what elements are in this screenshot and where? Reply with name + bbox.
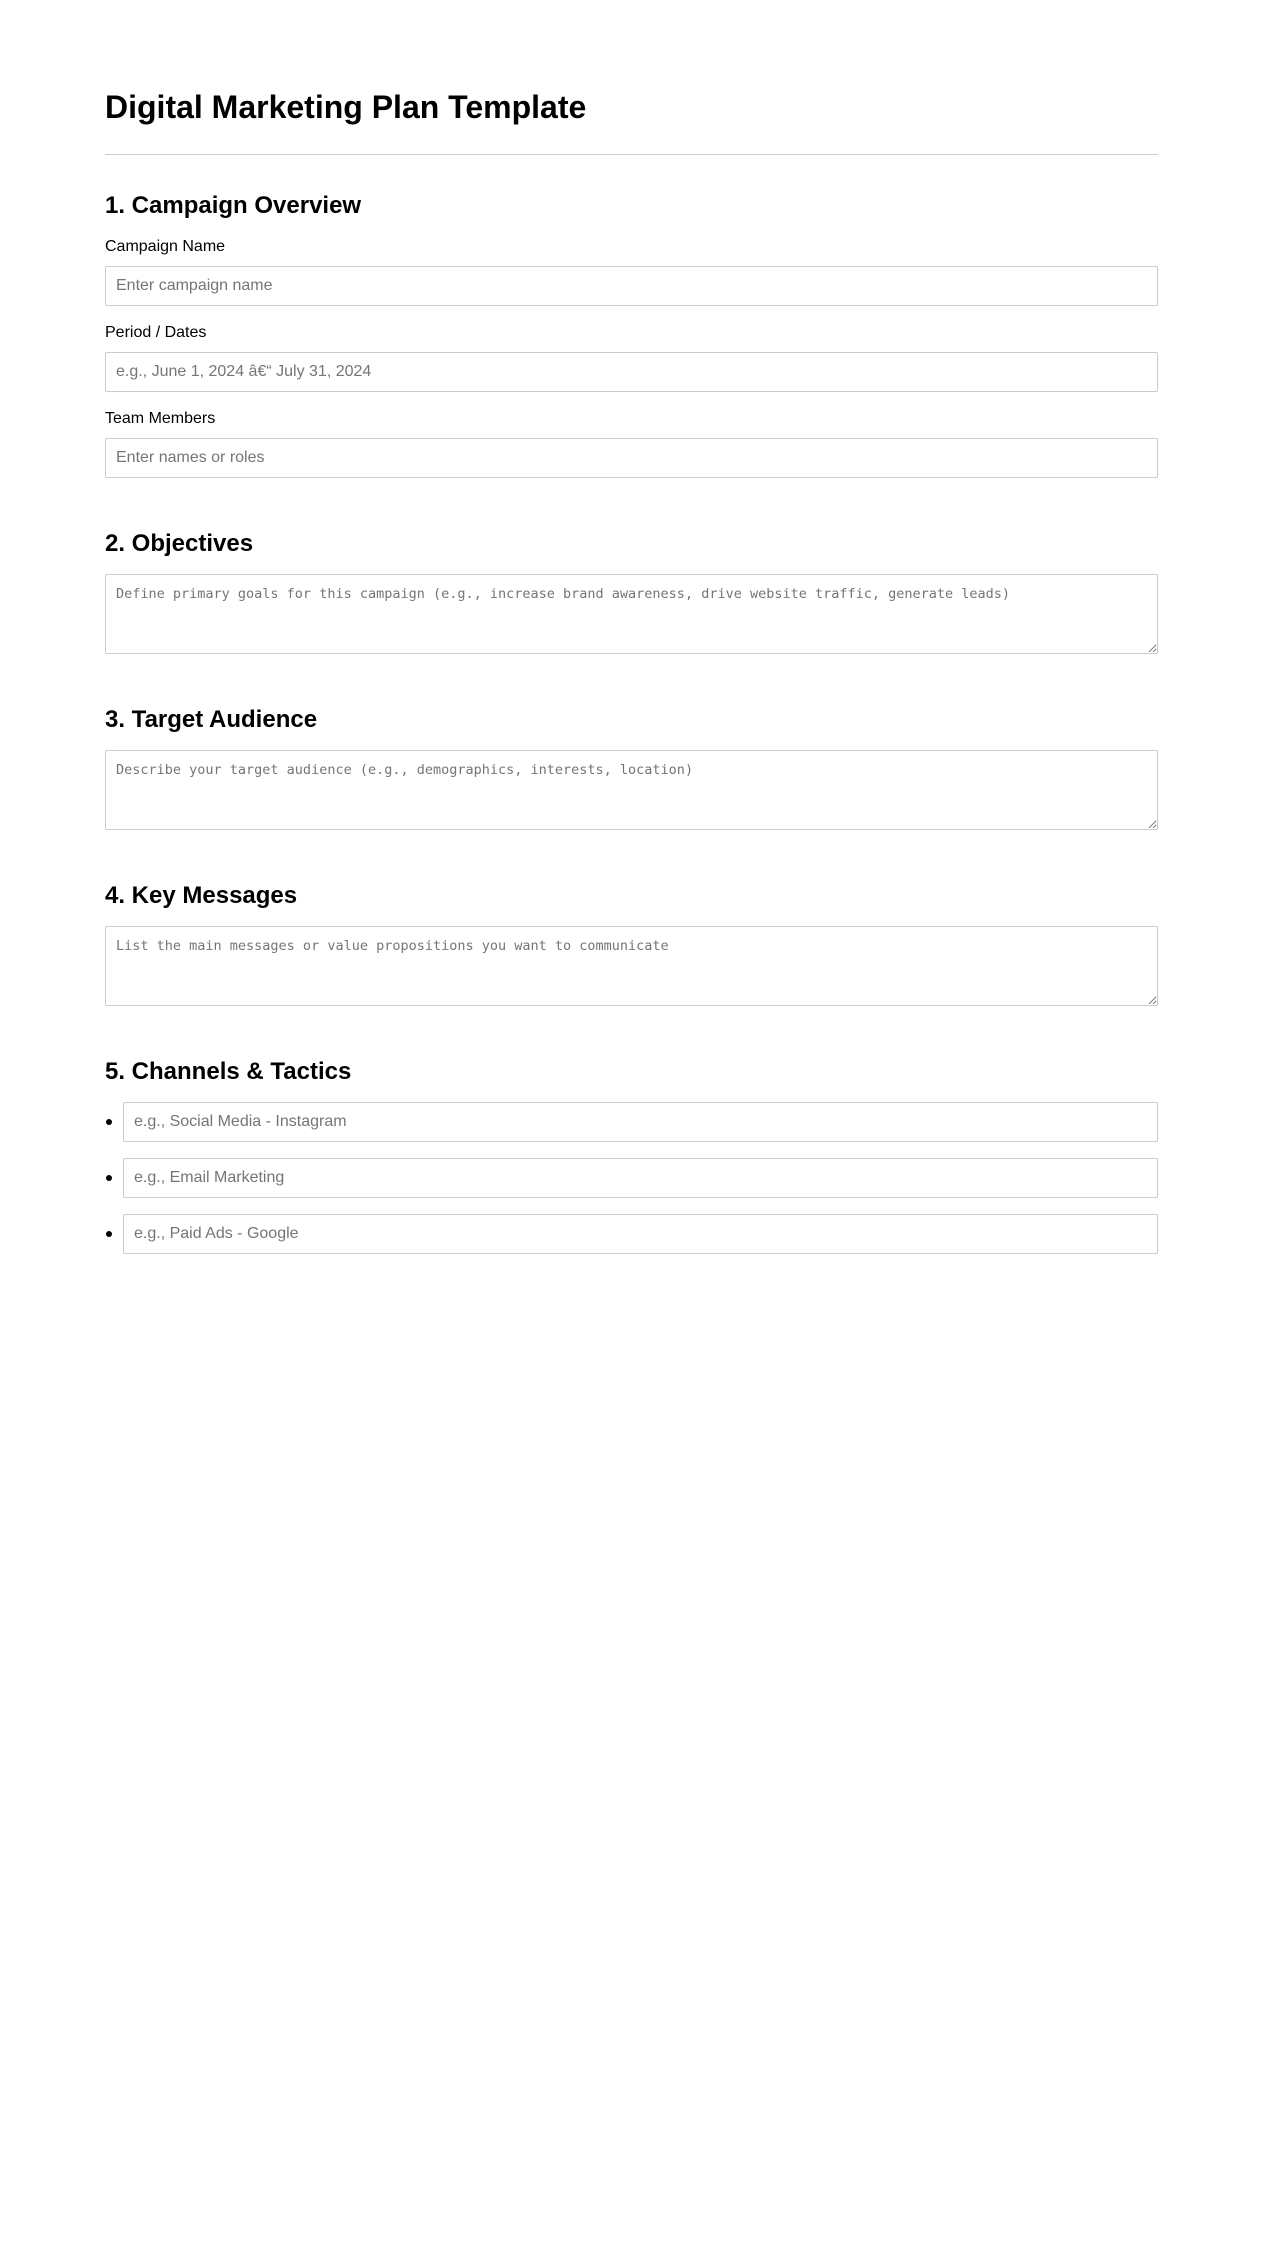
objectives-textarea[interactable] xyxy=(105,574,1158,654)
period-dates-label: Period / Dates xyxy=(105,324,207,341)
section-heading-campaign-overview: 1. Campaign Overview xyxy=(105,192,362,219)
section-heading-channels-tactics: 5. Channels & Tactics xyxy=(105,1058,352,1085)
channel-input-1[interactable] xyxy=(123,1102,1158,1142)
title-divider xyxy=(105,154,1158,155)
list-bullet xyxy=(106,1119,112,1125)
period-dates-input[interactable] xyxy=(105,352,1158,392)
key-messages-textarea[interactable] xyxy=(105,926,1158,1006)
section-heading-objectives: 2. Objectives xyxy=(105,530,254,557)
team-members-input[interactable] xyxy=(105,438,1158,478)
section-heading-key-messages: 4. Key Messages xyxy=(105,882,298,909)
campaign-name-input[interactable] xyxy=(105,266,1158,306)
channel-input-2[interactable] xyxy=(123,1158,1158,1198)
section-heading-target-audience: 3. Target Audience xyxy=(105,706,318,733)
campaign-name-label: Campaign Name xyxy=(105,238,226,255)
list-bullet xyxy=(106,1175,112,1181)
target-audience-textarea[interactable] xyxy=(105,750,1158,830)
team-members-label: Team Members xyxy=(105,410,216,427)
channel-input-3[interactable] xyxy=(123,1214,1158,1254)
page-title: Digital Marketing Plan Template xyxy=(105,89,587,125)
list-bullet xyxy=(106,1231,112,1237)
